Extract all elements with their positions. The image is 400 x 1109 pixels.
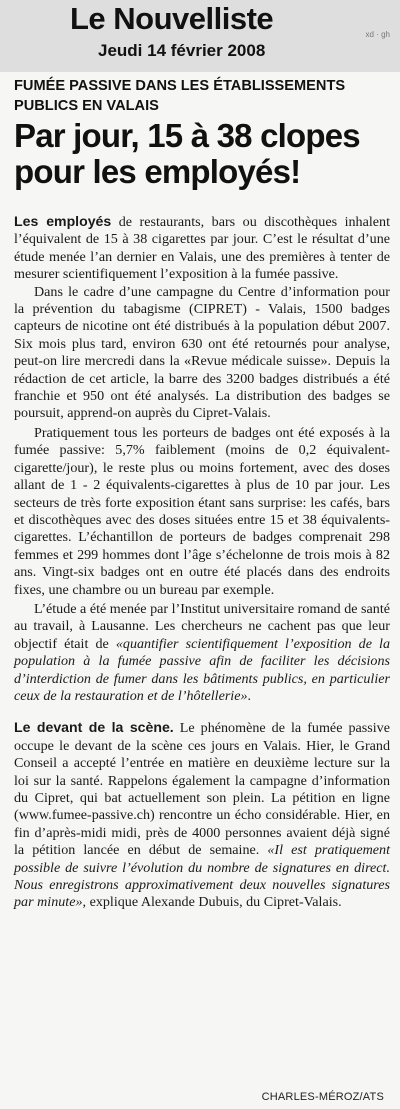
paragraph-3: Pratiquement tous les porteurs de badges ont été exposés à la fumée passive: 5,7% faiblement (moins de 0,2 équivalent-cigarette/jour), le reste plus ou moins fortement, avec des doses allant de 1 - 2 équivalents-cigarettes à plus de 10 par jour. Les secteurs de très forte exposition étant sans surprise: les cafés, bars et discothèques avec des doses situées entre 15 et 38 équivalents-cigarettes. L’échantillon de porteurs de badges comprenait 298 femmes et 299 hommes dont l’âge s’échelonne de trois mois à 82 ans. Vingt-six badges ont en outre été placés dans des endroits fixes, une chambre ou un bureau par exemple. [14,424,390,598]
article-kicker: FUMÉE PASSIVE DANS LES ÉTABLISSEMENTS PUBLICS EN VALAIS [14,78,346,114]
publication-date: Jeudi 14 février 2008 [98,41,266,60]
subheading: Le devant de la scène. [14,719,174,736]
newspaper-name: Le Nouvelliste [70,1,274,36]
masthead [0,0,400,72]
author-credit: CHARLES-MÉROZ/ATS [261,1091,384,1103]
paragraph-1 [14,213,390,284]
paragraph-1-lead: Les employés [14,213,112,229]
paragraph-5-quote: «Il est pratiquement possible de suivre l’évolution du nombre de signatures en direct. Nous enregistrons approximativement deux nouvelles signatures par minute» [14,842,390,911]
paragraph-1-text: de restaurants, bars ou discothèques inhalent l’équivalent de 15 à 38 cigarettes par jour. C’est le résultat d’une étude menée l’an dernier en Valais, une des premières à tenter de mesurer scientifiquement l’exposition à la fumée passive. [14,214,390,283]
scan-credit: xd · gh [365,30,390,39]
article-body [14,213,390,912]
article-headline: Par jour, 15 à 38 clopes pour les employés! [14,117,360,190]
paragraph-4-quote: «quantifier scientifiquement l’exposition de la population à la fumée passive afin de faciliter les décisions d’interdiction de fumer dans les bâtiments publics, en particulier ceux de la restauration et de l’hôtellerie» [14,635,390,704]
paragraph-5 [14,719,390,911]
paragraph-5-text: Le phénomène de la fumée passive occupe le devant de la scène ces jours en Valais. Hier, le Grand Conseil a accepté l’entrée en matière en deuxième lecture sur la loi sur la santé. Rappelons également la campagne d’information du Cipret, qui bat actuellement son plein. La pétition en ligne (www.fumee-passive.ch) rencontre un écho considérable. Hier, en fin d’après-midi midi, près de 4000 personnes avaient déjà signé la pétition lancée en début de semaine. [14,720,390,859]
paragraph-5-end: , explique Alexande Dubuis, du Cipret-Valais. [82,894,342,911]
paragraph-4 [14,601,390,705]
paragraph-2: Dans le cadre d’une campagne du Centre d’information pour la prévention du tabagisme (CIPRET) - Valais, 1500 badges capteurs de nicotine ont été distribués à la population début 2007. Six mois plus tard, environ 630 ont été retournés pour analyse, peut-on lire mercredi dans la «Revue médicale suisse». Depuis la rédaction de cet article, la barre des 3200 badges distribués a été franchie et 950 ont été analysés. La distribution des badges se poursuit, apprend-on auprès du Cipret-Valais. [14,283,390,422]
paragraph-4-text: L’étude a été menée par l’Institut universitaire romand de santé au travail, à Lausanne. Les chercheurs ne cachent pas que leur objectif était de [14,600,390,652]
paragraph-4-end: . [247,687,252,704]
